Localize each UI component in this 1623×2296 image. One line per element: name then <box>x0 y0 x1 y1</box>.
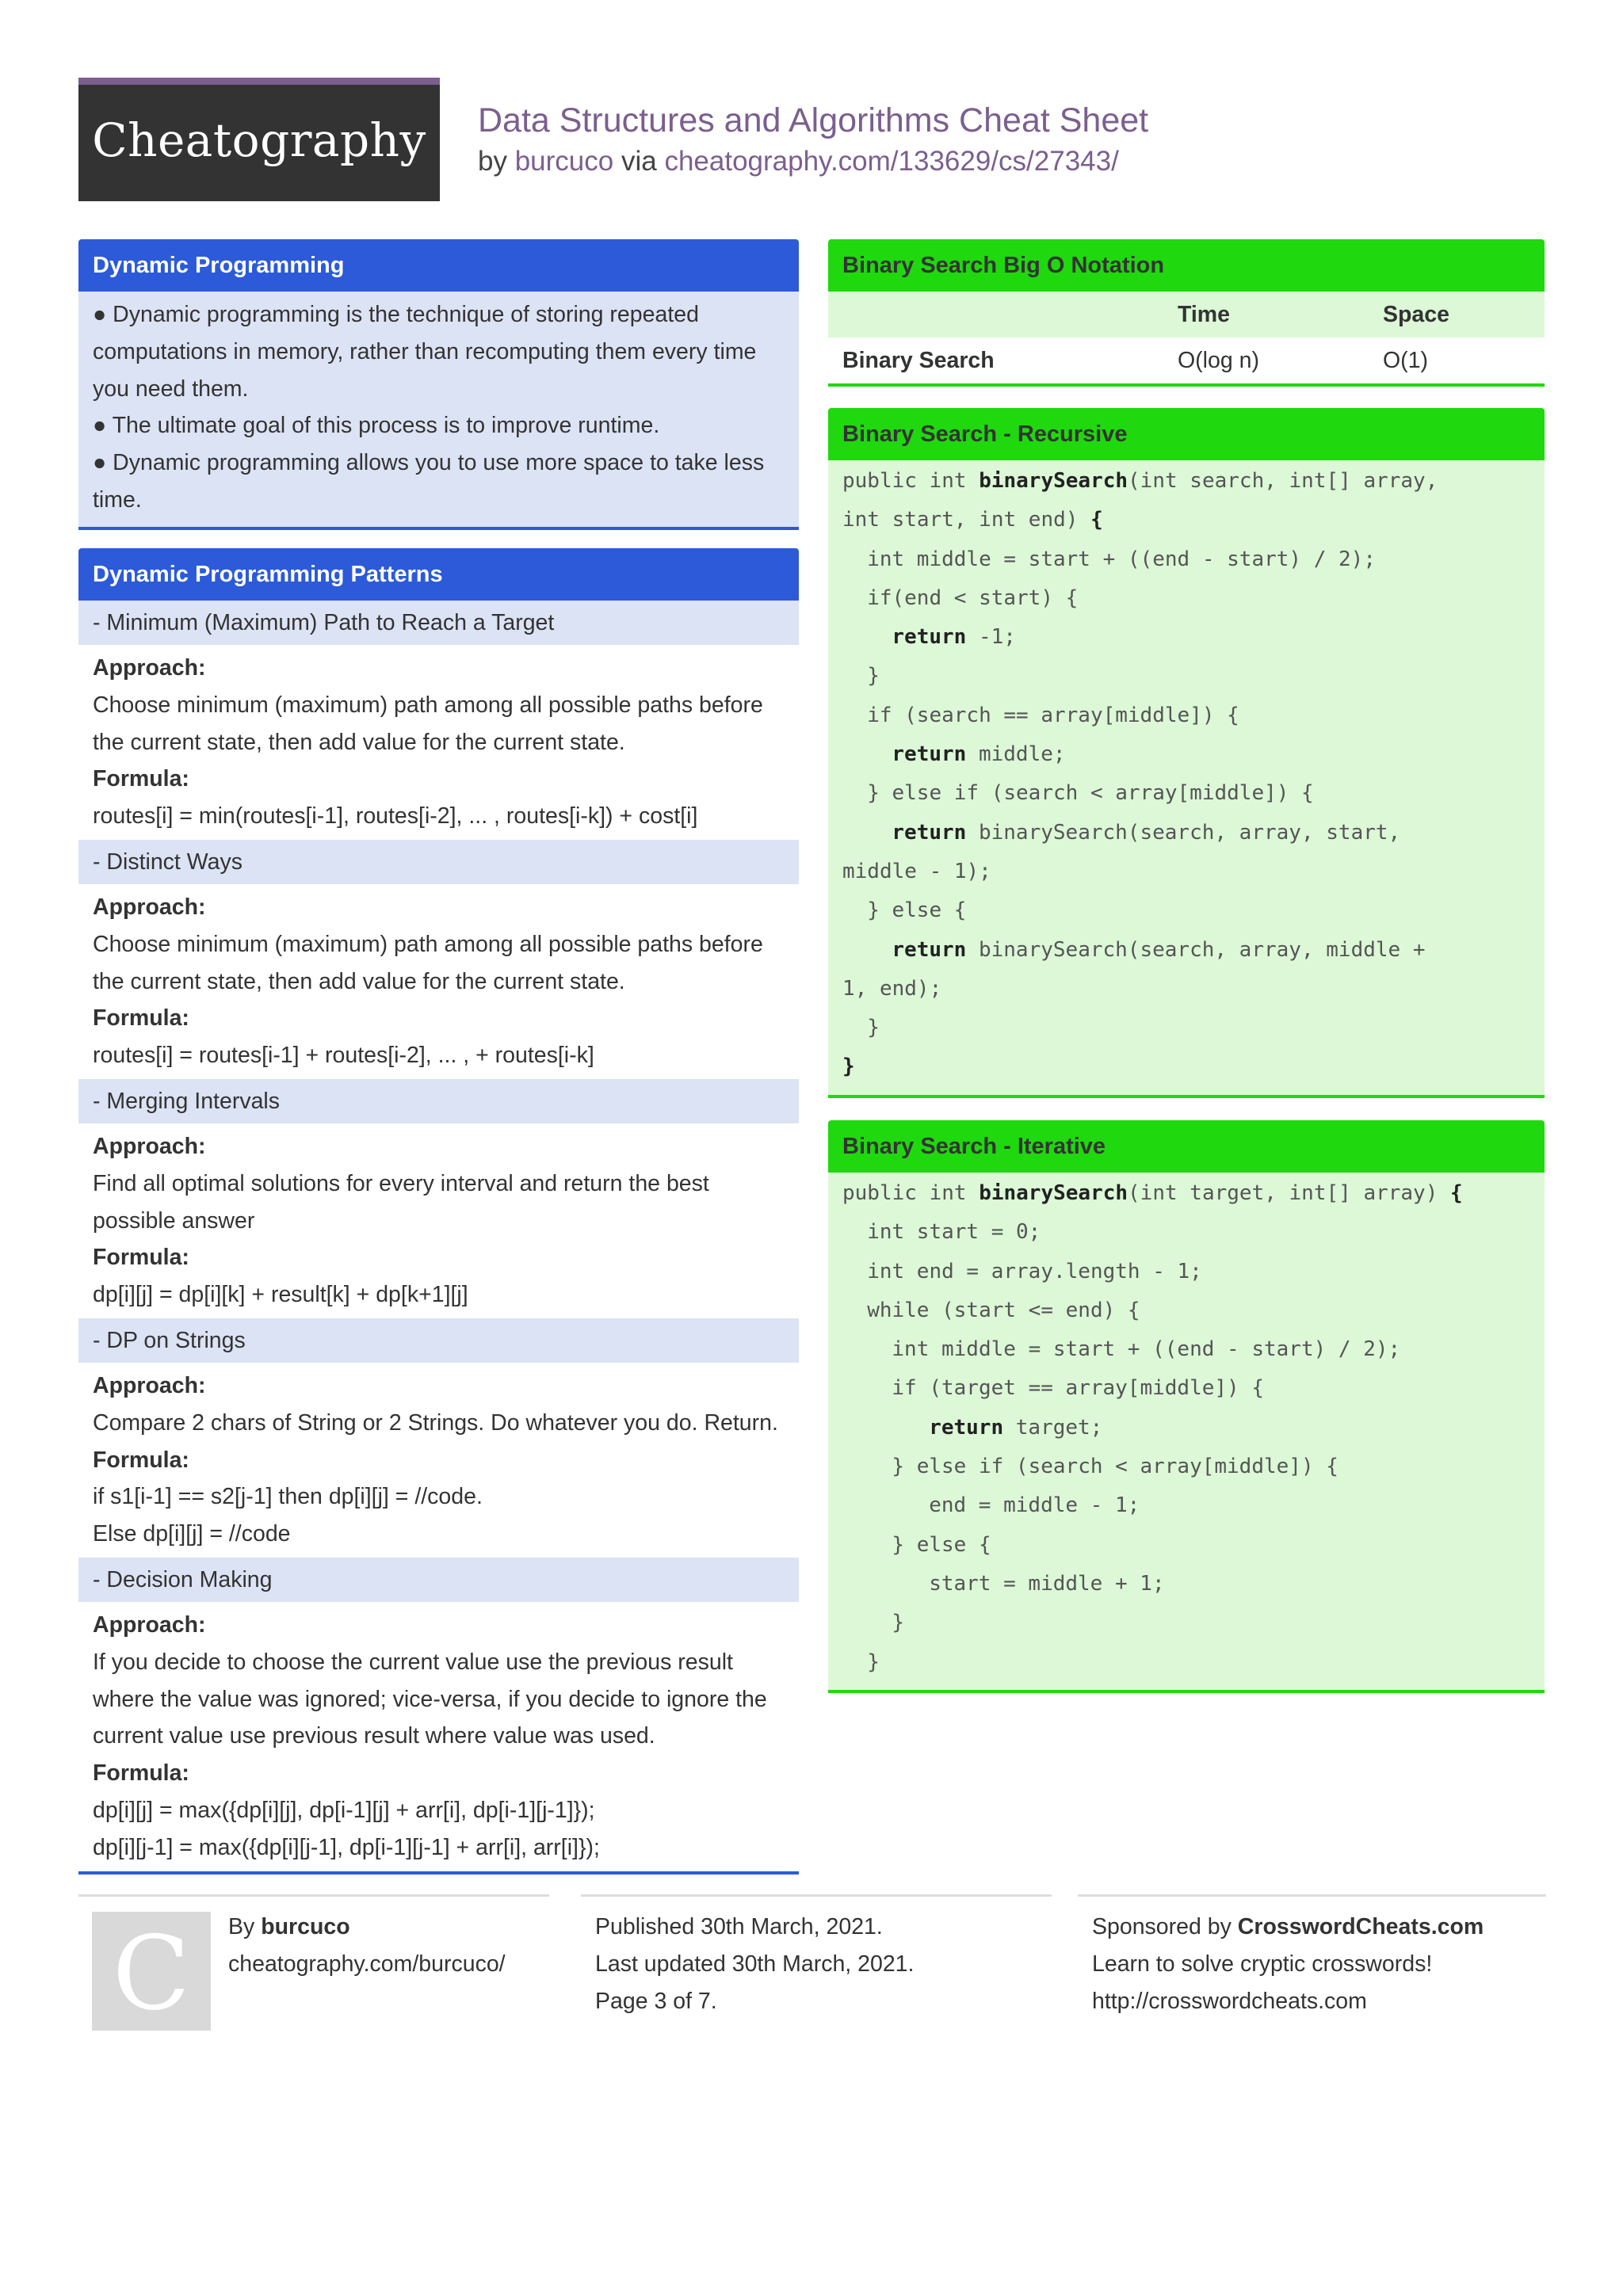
sponsor-name: CrosswordCheats.com <box>1237 1914 1484 1939</box>
approach-line: Choose minimum (maximum) path among all possible paths before <box>93 931 763 957</box>
code-line: int end = array.length - 1; <box>867 1259 1202 1283</box>
sponsor-line <box>1092 1909 1484 1946</box>
formula-line: dp[i][j] = max({dp[i][j], dp[i-1][j] + arr[i], dp[i-1][j-1]}); <box>93 1797 595 1823</box>
pattern-heading: - Distinct Ways <box>78 840 799 884</box>
footer-author <box>228 1909 350 1946</box>
byline <box>478 146 1119 177</box>
dynamic-programming-block <box>78 239 799 530</box>
approach-line: Choose minimum (maximum) path among all possible paths before <box>93 692 763 718</box>
approach-line: possible answer <box>93 1207 255 1234</box>
published-date: Published 30th March, 2021. <box>595 1914 883 1939</box>
code-line: return binarySearch(search, array, middle + <box>892 937 1426 962</box>
code-line: middle - 1); <box>842 859 991 883</box>
code-keyword: } <box>842 1055 855 1079</box>
approach-label: Approach: <box>93 655 206 681</box>
block-title: Binary Search - Iterative <box>828 1120 1545 1173</box>
code-line: } else if (search < array[middle]) { <box>892 1455 1338 1479</box>
formula-label: Formula: <box>93 766 189 792</box>
pattern-heading: - DP on Strings <box>78 1318 799 1363</box>
space-complexity: O(1) <box>1383 348 1428 373</box>
author-avatar[interactable] <box>92 1912 211 2031</box>
code-line <box>842 1047 1530 1086</box>
footer-divider <box>1078 1894 1546 1897</box>
pattern-body <box>78 1123 799 1318</box>
code-line: } <box>867 664 880 688</box>
byline-by: by <box>478 146 507 177</box>
code-line: int start = 0; <box>867 1220 1041 1245</box>
code-keyword: { <box>1450 1181 1463 1205</box>
code-keyword: return <box>892 820 967 845</box>
approach-line: the current state, then add value for the current state. <box>93 729 625 755</box>
approach-label: Approach: <box>93 1372 206 1398</box>
block-title: Dynamic Programming <box>78 239 799 292</box>
code-line: } <box>892 1611 905 1635</box>
intro-line: ● Dynamic programming allows you to use more space to take less <box>93 450 765 476</box>
intro-line: you need them. <box>93 376 249 402</box>
approach-line: current value use previous result where value was used. <box>93 1723 655 1749</box>
code-line: while (start <= end) { <box>867 1298 1140 1322</box>
code-keyword: binarySearch <box>979 469 1128 493</box>
iterative-code <box>828 1173 1545 1690</box>
cheatography-logo[interactable] <box>78 78 440 201</box>
table-row <box>828 338 1545 383</box>
updated-date: Last updated 30th March, 2021. <box>595 1951 915 1977</box>
formula-label: Formula: <box>93 1447 189 1473</box>
intro-line: time. <box>93 486 142 513</box>
code-keyword: return <box>892 937 967 962</box>
approach-label: Approach: <box>93 1611 206 1638</box>
approach-label: Approach: <box>93 1133 206 1159</box>
code-line: end = middle - 1; <box>929 1493 1140 1518</box>
recursive-block <box>828 408 1545 1098</box>
pattern-body <box>78 1363 799 1558</box>
intro-line: computations in memory, rather than recomputing them every time <box>93 338 757 364</box>
sponsor-tagline: Learn to solve cryptic crosswords! <box>1092 1951 1433 1977</box>
code-line: if(end < start) { <box>867 585 1079 610</box>
block-title: Dynamic Programming Patterns <box>78 548 799 601</box>
footer-by: By <box>228 1914 255 1939</box>
column-header-space: Space <box>1383 302 1449 327</box>
footer-author-name: burcuco <box>261 1914 350 1939</box>
approach-line: If you decide to choose the current value use the previous result <box>93 1649 733 1675</box>
block-bottom-rule <box>828 383 1545 387</box>
code-line: return -1; <box>892 625 1016 650</box>
code-line: } <box>867 1650 880 1674</box>
table-header-row <box>828 292 1545 338</box>
sheet-url-link[interactable]: cheatography.com/133629/cs/27343/ <box>664 146 1119 177</box>
sponsor-link[interactable]: http://crosswordcheats.com <box>1092 1989 1367 2014</box>
formula-label: Formula: <box>93 1245 189 1271</box>
row-label: Binary Search <box>842 348 995 373</box>
page-number: Page 3 of 7. <box>595 1989 717 2014</box>
pattern-body <box>78 884 799 1079</box>
code-line: if (search == array[middle]) { <box>867 703 1239 727</box>
footer-divider <box>78 1894 549 1897</box>
byline-via: via <box>621 146 657 177</box>
code-line: if (target == array[middle]) { <box>892 1376 1264 1401</box>
code-keyword: return <box>892 742 967 767</box>
code-line: int middle = start + ((end - start) / 2); <box>867 547 1376 571</box>
intro-line: ● The ultimate goal of this process is to improve runtime. <box>93 413 660 439</box>
block-title: Binary Search Big O Notation <box>828 239 1545 292</box>
footer-author-link[interactable]: cheatography.com/burcuco/ <box>228 1951 506 1977</box>
column-header-time: Time <box>1178 302 1231 327</box>
code-line: } else { <box>892 1532 991 1557</box>
approach-label: Approach: <box>93 894 206 920</box>
code-keyword: { <box>1090 508 1103 532</box>
code-keyword: binarySearch <box>979 1181 1128 1205</box>
code-line: public int binarySearch(int target, int[] array) { <box>842 1181 1463 1205</box>
formula-line: routes[i] = min(routes[i-1], routes[i-2], ... , routes[i-k]) + cost[i] <box>93 803 698 830</box>
pattern-heading: - Decision Making <box>78 1558 799 1602</box>
code-line: return binarySearch(search, array, start, <box>892 820 1401 845</box>
code-line: return middle; <box>892 742 1066 767</box>
dp-intro <box>78 292 799 527</box>
formula-line: dp[i][j-1] = max({dp[i][j-1], dp[i-1][j-1] + arr[i], arr[i]}); <box>93 1834 600 1860</box>
code-line: } <box>867 1016 880 1040</box>
big-o-block <box>828 239 1545 387</box>
formula-line: dp[i][j] = dp[i][k] + result[k] + dp[k+1][j] <box>93 1282 468 1308</box>
footer-divider <box>581 1894 1052 1897</box>
code-keyword: return <box>929 1415 1004 1440</box>
approach-line: where the value was ignored; vice-versa, if you decide to ignore the <box>93 1686 767 1712</box>
iterative-block <box>828 1120 1545 1693</box>
block-title: Binary Search - Recursive <box>828 408 1545 460</box>
approach-line: Find all optimal solutions for every interval and return the best <box>93 1170 709 1196</box>
dp-patterns-block <box>78 548 799 1875</box>
formula-label: Formula: <box>93 1005 189 1032</box>
approach-line: the current state, then add value for the current state. <box>93 968 625 994</box>
formula-label: Formula: <box>93 1760 189 1787</box>
pattern-body <box>78 645 799 840</box>
code-line: } else if (search < array[middle]) { <box>867 781 1314 806</box>
block-bottom-rule <box>828 1095 1545 1098</box>
pattern-heading: - Merging Intervals <box>78 1079 799 1123</box>
code-line: } else { <box>867 898 967 923</box>
page-title: Data Structures and Algorithms Cheat Sheet <box>478 101 1149 139</box>
formula-line: if s1[i-1] == s2[j-1] then dp[i][j] = //code. <box>93 1484 483 1510</box>
avatar-letter: C <box>113 1915 190 2033</box>
approach-line: Compare 2 chars of String or 2 Strings. Do whatever you do. Return. <box>93 1409 778 1436</box>
pattern-body <box>78 1602 799 1871</box>
code-line: 1, end); <box>842 976 942 1001</box>
code-line: start = middle + 1; <box>929 1571 1165 1596</box>
code-line: public int binarySearch(int search, int[] array, <box>842 469 1438 493</box>
code-keyword: return <box>892 625 967 650</box>
code-line: int middle = start + ((end - start) / 2); <box>892 1337 1401 1362</box>
code-line: return target; <box>929 1415 1103 1440</box>
pattern-heading: - Minimum (Maximum) Path to Reach a Target <box>78 601 799 645</box>
logo-text: Cheatography <box>92 113 426 167</box>
code-line: int start, int end) { <box>842 508 1103 532</box>
sponsored-by: Sponsored by <box>1092 1914 1232 1939</box>
author-link[interactable]: burcuco <box>514 146 614 177</box>
formula-line: Else dp[i][j] = //code <box>93 1521 291 1547</box>
block-bottom-rule <box>78 1871 799 1875</box>
formula-line: routes[i] = routes[i-1] + routes[i-2], ... , + routes[i-k] <box>93 1043 594 1069</box>
block-bottom-rule <box>828 1690 1545 1693</box>
recursive-code <box>828 460 1545 1095</box>
time-complexity: O(log n) <box>1178 348 1259 373</box>
block-bottom-rule <box>78 527 799 530</box>
intro-line: ● Dynamic programming is the technique of storing repeated <box>93 302 699 327</box>
